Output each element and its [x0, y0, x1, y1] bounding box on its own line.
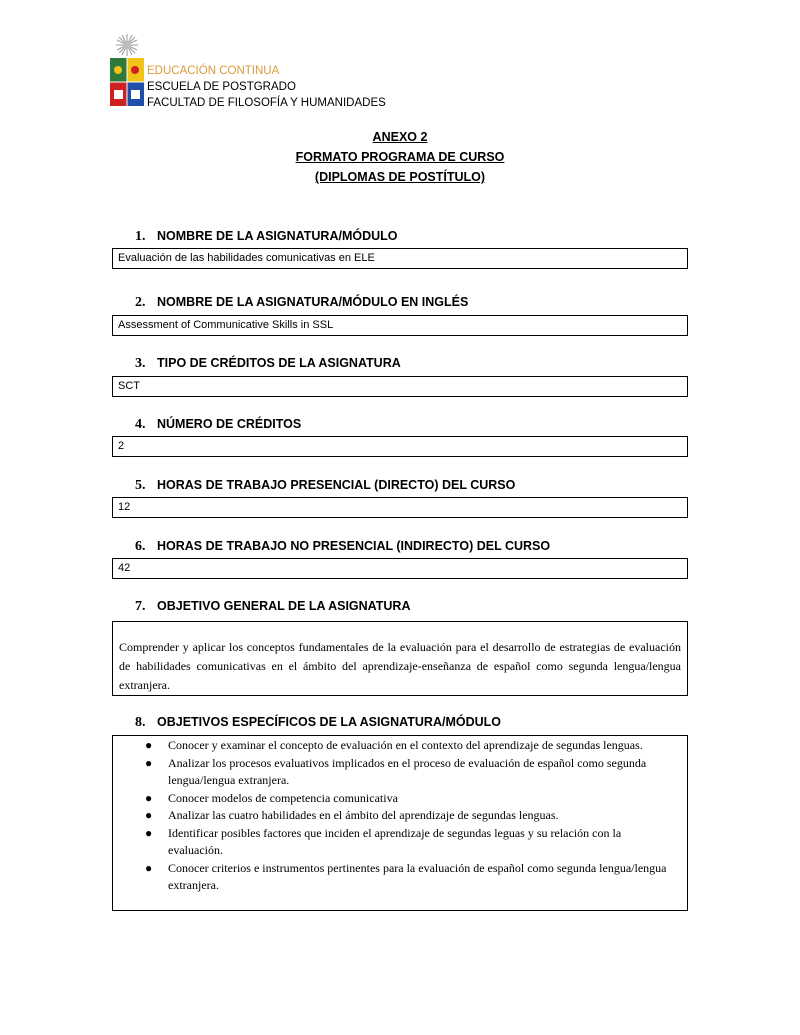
section-6-title: [135, 539, 550, 555]
bullet-icon: ●: [145, 860, 153, 875]
section-8-title: [135, 715, 501, 731]
section-number: 1.: [135, 229, 146, 244]
section-4-title: [135, 417, 301, 433]
document-title: FORMATO PROGRAMA DE CURSO: [295, 150, 505, 164]
bullet-icon: ●: [145, 790, 153, 805]
section-5-title: [135, 478, 515, 494]
objective-text: Identificar posibles factores que inciden el aprendizaje de segundas leguas y su relación con la evaluación.: [168, 825, 622, 857]
section-label: HORAS DE TRABAJO PRESENCIAL (DIRECTO) DEL CURSO: [157, 478, 516, 492]
bullet-icon: ●: [145, 808, 153, 822]
section-1-title: [135, 229, 398, 245]
section-label: NÚMERO DE CRÉDITOS: [157, 417, 302, 431]
course-name-field: Evaluación de las habilidades comunicativas en ELE: [112, 248, 688, 269]
bullet-icon: ●: [145, 738, 153, 752]
list-item: [113, 825, 687, 860]
section-label: OBJETIVOS ESPECÍFICOS DE LA ASIGNATURA/MÓDULO: [157, 715, 502, 729]
general-objective-field: Comprender y aplicar los conceptos fundamentales de la evaluación para el desarrollo de estrategias de evaluación de habilidades comunicativas en el ámbito del aprendizaje-enseñanza de español como segunda lengua/lengua extranjera.: [112, 621, 688, 696]
objective-text: Analizar los procesos evaluativos implicados en el proceso de evaluación de español como segunda lengua/lengua extranjera.: [168, 755, 647, 787]
direct-hours-field: 12: [112, 497, 688, 518]
section-number: 8.: [135, 715, 146, 730]
list-item: [113, 807, 687, 825]
indirect-hours-field: 42: [112, 558, 688, 579]
section-3-title: [135, 356, 401, 372]
credit-type-field: SCT: [112, 376, 688, 397]
institution-header: [110, 34, 410, 114]
school-name: ESCUELA DE POSTGRADO: [147, 81, 296, 93]
section-7-title: [135, 599, 411, 615]
section-number: 3.: [135, 356, 146, 371]
section-number: 5.: [135, 478, 146, 493]
section-label: NOMBRE DE LA ASIGNATURA/MÓDULO EN INGLÉS: [157, 295, 469, 309]
section-label: OBJETIVO GENERAL DE LA ASIGNATURA: [157, 599, 411, 613]
specific-objectives-list: [112, 735, 688, 911]
section-2-title: [135, 295, 468, 311]
credit-count-field: 2: [112, 436, 688, 457]
program-name: EDUCACIÓN CONTINUA: [147, 65, 280, 77]
bullet-icon: ●: [145, 825, 153, 840]
list-item: [113, 860, 687, 895]
section-label: TIPO DE CRÉDITOS DE LA ASIGNATURA: [157, 356, 401, 370]
objective-text: Conocer criterios e instrumentos pertinentes para la evaluación de español como segunda lengua/lengua extranjera.: [168, 860, 667, 892]
list-item: [113, 737, 687, 755]
objective-text: Conocer modelos de competencia comunicativa: [168, 790, 398, 805]
section-number: 7.: [135, 599, 146, 614]
section-number: 2.: [135, 295, 146, 310]
objective-text: Conocer y examinar el concepto de evaluación en el contexto del aprendizaje de segundas lenguas.: [168, 738, 643, 752]
annex-heading: ANEXO 2: [372, 130, 428, 144]
section-label: HORAS DE TRABAJO NO PRESENCIAL (INDIRECTO) DEL CURSO: [157, 539, 551, 553]
course-name-english-field: Assessment of Communicative Skills in SSL: [112, 315, 688, 336]
faculty-name: FACULTAD DE FILOSOFÍA Y HUMANIDADES: [147, 97, 386, 109]
list-item: [113, 790, 687, 808]
university-seal-icon: [110, 34, 146, 110]
bullet-icon: ●: [145, 755, 153, 770]
document-subtitle: (DIPLOMAS DE POSTÍTULO): [314, 170, 486, 184]
section-number: 6.: [135, 539, 146, 554]
objective-text: Analizar las cuatro habilidades en el ámbito del aprendizaje de segundas lenguas.: [168, 808, 559, 822]
list-item: [113, 755, 687, 790]
section-number: 4.: [135, 417, 146, 432]
institution-name: [147, 63, 386, 111]
section-label: NOMBRE DE LA ASIGNATURA/MÓDULO: [157, 229, 398, 243]
